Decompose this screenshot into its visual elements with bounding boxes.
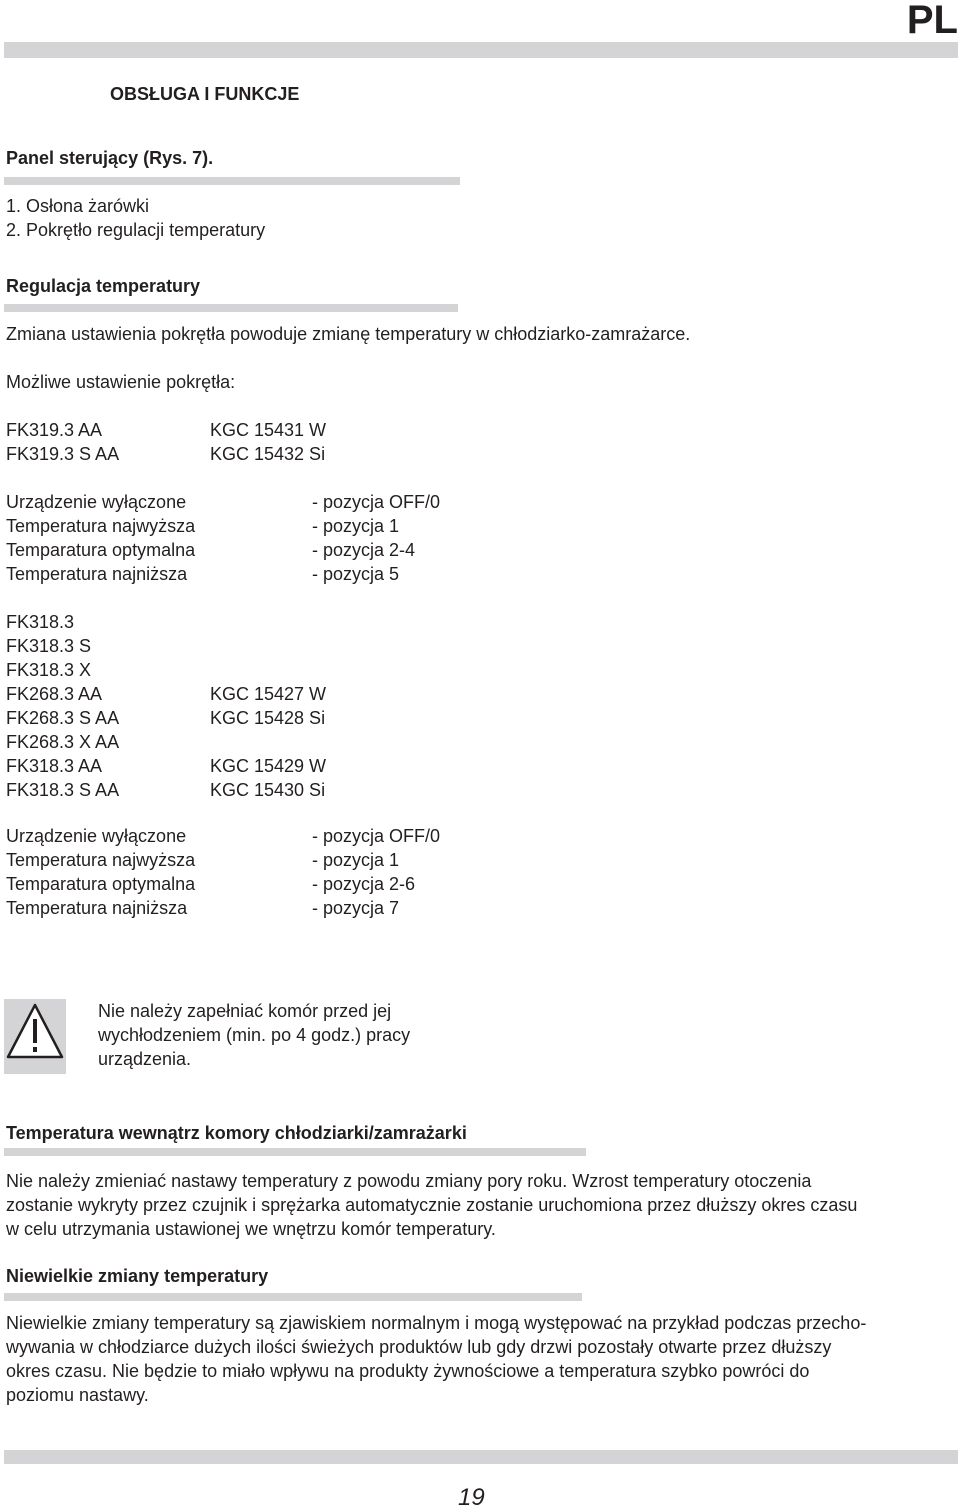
warning-box: [4, 999, 66, 1074]
footer-rule: [4, 1450, 958, 1464]
regulation-possible: Możliwe ustawienie pokrętła:: [6, 372, 236, 392]
header-rule: [4, 42, 958, 58]
setting-label: Temparatura optymalna: [6, 874, 196, 894]
inside-temp-line: w celu utrzymania ustawionej we wnętrzu komór temperatury.: [6, 1219, 496, 1239]
setting-value: - pozycja 5: [312, 564, 400, 584]
warning-line: wychłodzeniem (min. po 4 godz.) pracy: [98, 1025, 411, 1045]
small-changes-line: poziomu nastawy.: [6, 1385, 149, 1405]
model-name: FK319.3 AA: [6, 420, 103, 440]
setting-value: - pozycja 1: [312, 516, 400, 536]
setting-label: Temperatura najniższa: [6, 898, 188, 918]
setting-label: Temperatura najniższa: [6, 564, 188, 584]
regulation-heading-rule: [4, 304, 458, 312]
model-name: FK318.3 X: [6, 660, 92, 680]
setting-value: - pozycja 7: [312, 898, 400, 918]
model-name: FK268.3 AA: [6, 684, 103, 704]
setting-value: - pozycja OFF/0: [312, 492, 441, 512]
model-code: KGC 15432 Si: [210, 444, 326, 464]
setting-value: - pozycja OFF/0: [312, 826, 441, 846]
panel-item: 2. Pokrętło regulacji temperatury: [6, 220, 266, 240]
model-name: FK268.3 S AA: [6, 708, 120, 728]
small-changes-heading-rule: [4, 1293, 582, 1301]
setting-label: Temperatura najwyższa: [6, 850, 196, 870]
setting-label: Urządzenie wyłączone: [6, 492, 187, 512]
warning-line: Nie należy zapełniać komór przed jej: [98, 1001, 392, 1021]
warning-triangle-icon: [4, 999, 66, 1074]
language-code: PL: [906, 0, 958, 42]
model-code: KGC 15427 W: [210, 684, 327, 704]
setting-label: Temperatura najwyższa: [6, 516, 196, 536]
warning-line: urządzenia.: [98, 1049, 192, 1069]
model-name: FK268.3 X AA: [6, 732, 120, 752]
setting-value: - pozycja 1: [312, 850, 400, 870]
small-changes-line: okres czasu. Nie będzie to miało wpływu na produkty żywnościowe a temperatura szybko powróci do: [6, 1361, 810, 1381]
setting-value: - pozycja 2-6: [312, 874, 416, 894]
section-title: OBSŁUGA I FUNKCJE: [110, 84, 300, 104]
model-name: FK318.3: [6, 612, 75, 632]
inside-temp-line: Nie należy zmieniać nastawy temperatury z powodu zmiany pory roku. Wzrost temperatury otoczenia: [6, 1171, 812, 1191]
model-code: KGC 15428 Si: [210, 708, 326, 728]
panel-heading-rule: [4, 177, 460, 185]
regulation-intro: Zmiana ustawienia pokrętła powoduje zmianę temperatury w chłodziarko-zamrażarce.: [6, 324, 691, 344]
inside-temp-line: zostanie wykryty przez czujnik i sprężarka automatycznie zostanie uruchomiona przez dłuższy okres czasu: [6, 1195, 858, 1215]
model-name: FK318.3 S: [6, 636, 92, 656]
inside-temp-heading-rule: [4, 1148, 586, 1156]
model-name: FK319.3 S AA: [6, 444, 120, 464]
page-number: 19: [458, 1484, 485, 1511]
small-changes-heading: Niewielkie zmiany temperatury: [6, 1266, 269, 1286]
panel-heading: Panel sterujący (Rys. 7).: [6, 148, 214, 168]
inside-temp-heading: Temperatura wewnątrz komory chłodziarki/zamrażarki: [6, 1123, 467, 1143]
small-changes-line: Niewielkie zmiany temperatury są zjawiskiem normalnym i mogą występować na przykład podczas przecho-: [6, 1313, 867, 1333]
model-code: KGC 15430 Si: [210, 780, 326, 800]
panel-item: 1. Osłona żarówki: [6, 196, 150, 216]
setting-label: Temparatura optymalna: [6, 540, 196, 560]
model-name: FK318.3 AA: [6, 756, 103, 776]
regulation-heading: Regulacja temperatury: [6, 276, 201, 296]
setting-value: - pozycja 2-4: [312, 540, 416, 560]
model-code: KGC 15431 W: [210, 420, 327, 440]
setting-label: Urządzenie wyłączone: [6, 826, 187, 846]
model-name: FK318.3 S AA: [6, 780, 120, 800]
small-changes-line: wywania w chłodziarce dużych ilości świeżych produktów lub gdy drzwi pozostały otwarte przez dłuższy: [6, 1337, 832, 1357]
model-code: KGC 15429 W: [210, 756, 327, 776]
